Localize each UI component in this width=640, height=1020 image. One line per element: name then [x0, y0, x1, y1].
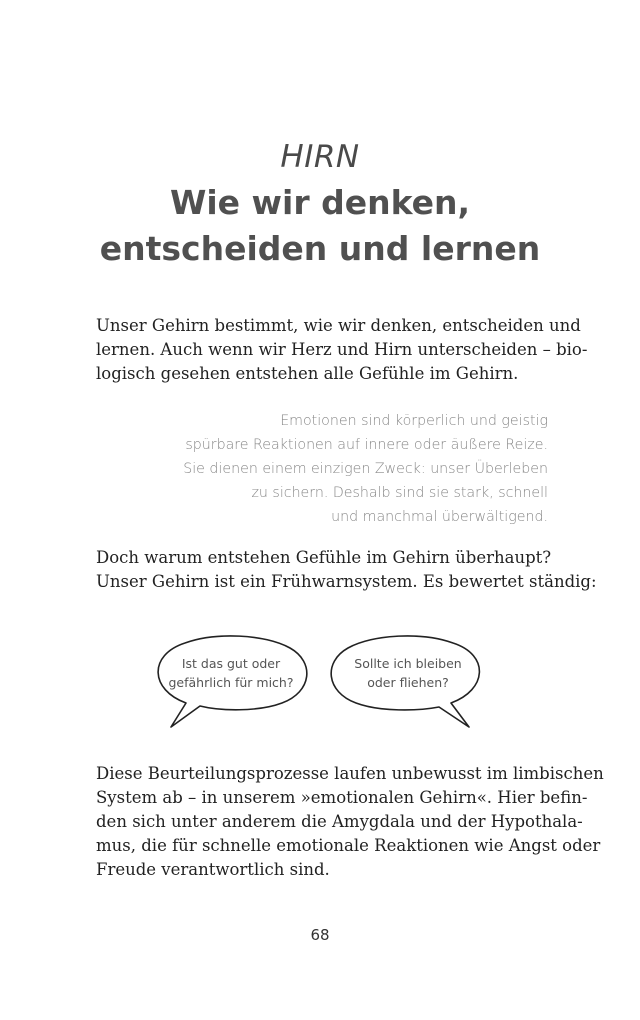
bubble-line: Sollte ich bleiben [354, 656, 462, 671]
text-line: mus, die für schnelle emotionale Reaktionen wie Angst oder [96, 836, 601, 855]
text-line: Diese Beurteilungsprozesse laufen unbewusst im limbischen [96, 764, 604, 783]
text-line: Unser Gehirn bestimmt, wie wir denken, entscheiden und [96, 316, 581, 335]
bubble-line: gefährlich für mich? [168, 675, 294, 690]
quote-line: und manchmal überwältigend. [331, 509, 548, 525]
paragraph-intro [96, 314, 588, 386]
quote-line: Sie dienen einem einzigen Zweck: unser Überleben [183, 461, 548, 477]
speech-bubbles [0, 620, 640, 750]
text-line: Unser Gehirn ist ein Frühwarnsystem. Es bewertet ständig: [96, 572, 597, 591]
text-line: System ab – in unserem »emotionalen Gehirn«. Hier befin- [96, 788, 588, 807]
text-line: lernen. Auch wenn wir Herz und Hirn unterscheiden – bio- [96, 340, 588, 359]
bubble-line: oder fliehen? [367, 675, 449, 690]
pull-quote [128, 409, 548, 529]
speech-bubble-left [156, 654, 306, 692]
paragraph-limbic [96, 762, 604, 882]
chapter-title [0, 180, 640, 272]
quote-line: zu sichern. Deshalb sind sie stark, schnell [251, 485, 548, 501]
text-line: den sich unter anderem die Amygdala und der Hypothala- [96, 812, 583, 831]
paragraph-question [96, 546, 597, 594]
chapter-title-line: Wie wir denken, [169, 183, 471, 222]
page-number: 68 [310, 926, 330, 944]
bubble-line: Ist das gut oder [181, 656, 281, 671]
text-line: logisch gesehen entstehen alle Gefühle im Gehirn. [96, 364, 519, 383]
quote-line: Emotionen sind körperlich und geistig [280, 413, 548, 429]
text-line: Doch warum entstehen Gefühle im Gehirn überhaupt? [96, 548, 552, 567]
chapter-title-line: entscheiden und lernen [99, 229, 541, 268]
speech-bubble-outlines-icon [0, 620, 640, 750]
speech-bubble-right [333, 654, 483, 692]
chapter-kicker: HIRN [280, 139, 360, 175]
text-line: Freude verantwortlich sind. [96, 860, 330, 879]
quote-line: spürbare Reaktionen auf innere oder äußere Reize. [185, 437, 548, 453]
